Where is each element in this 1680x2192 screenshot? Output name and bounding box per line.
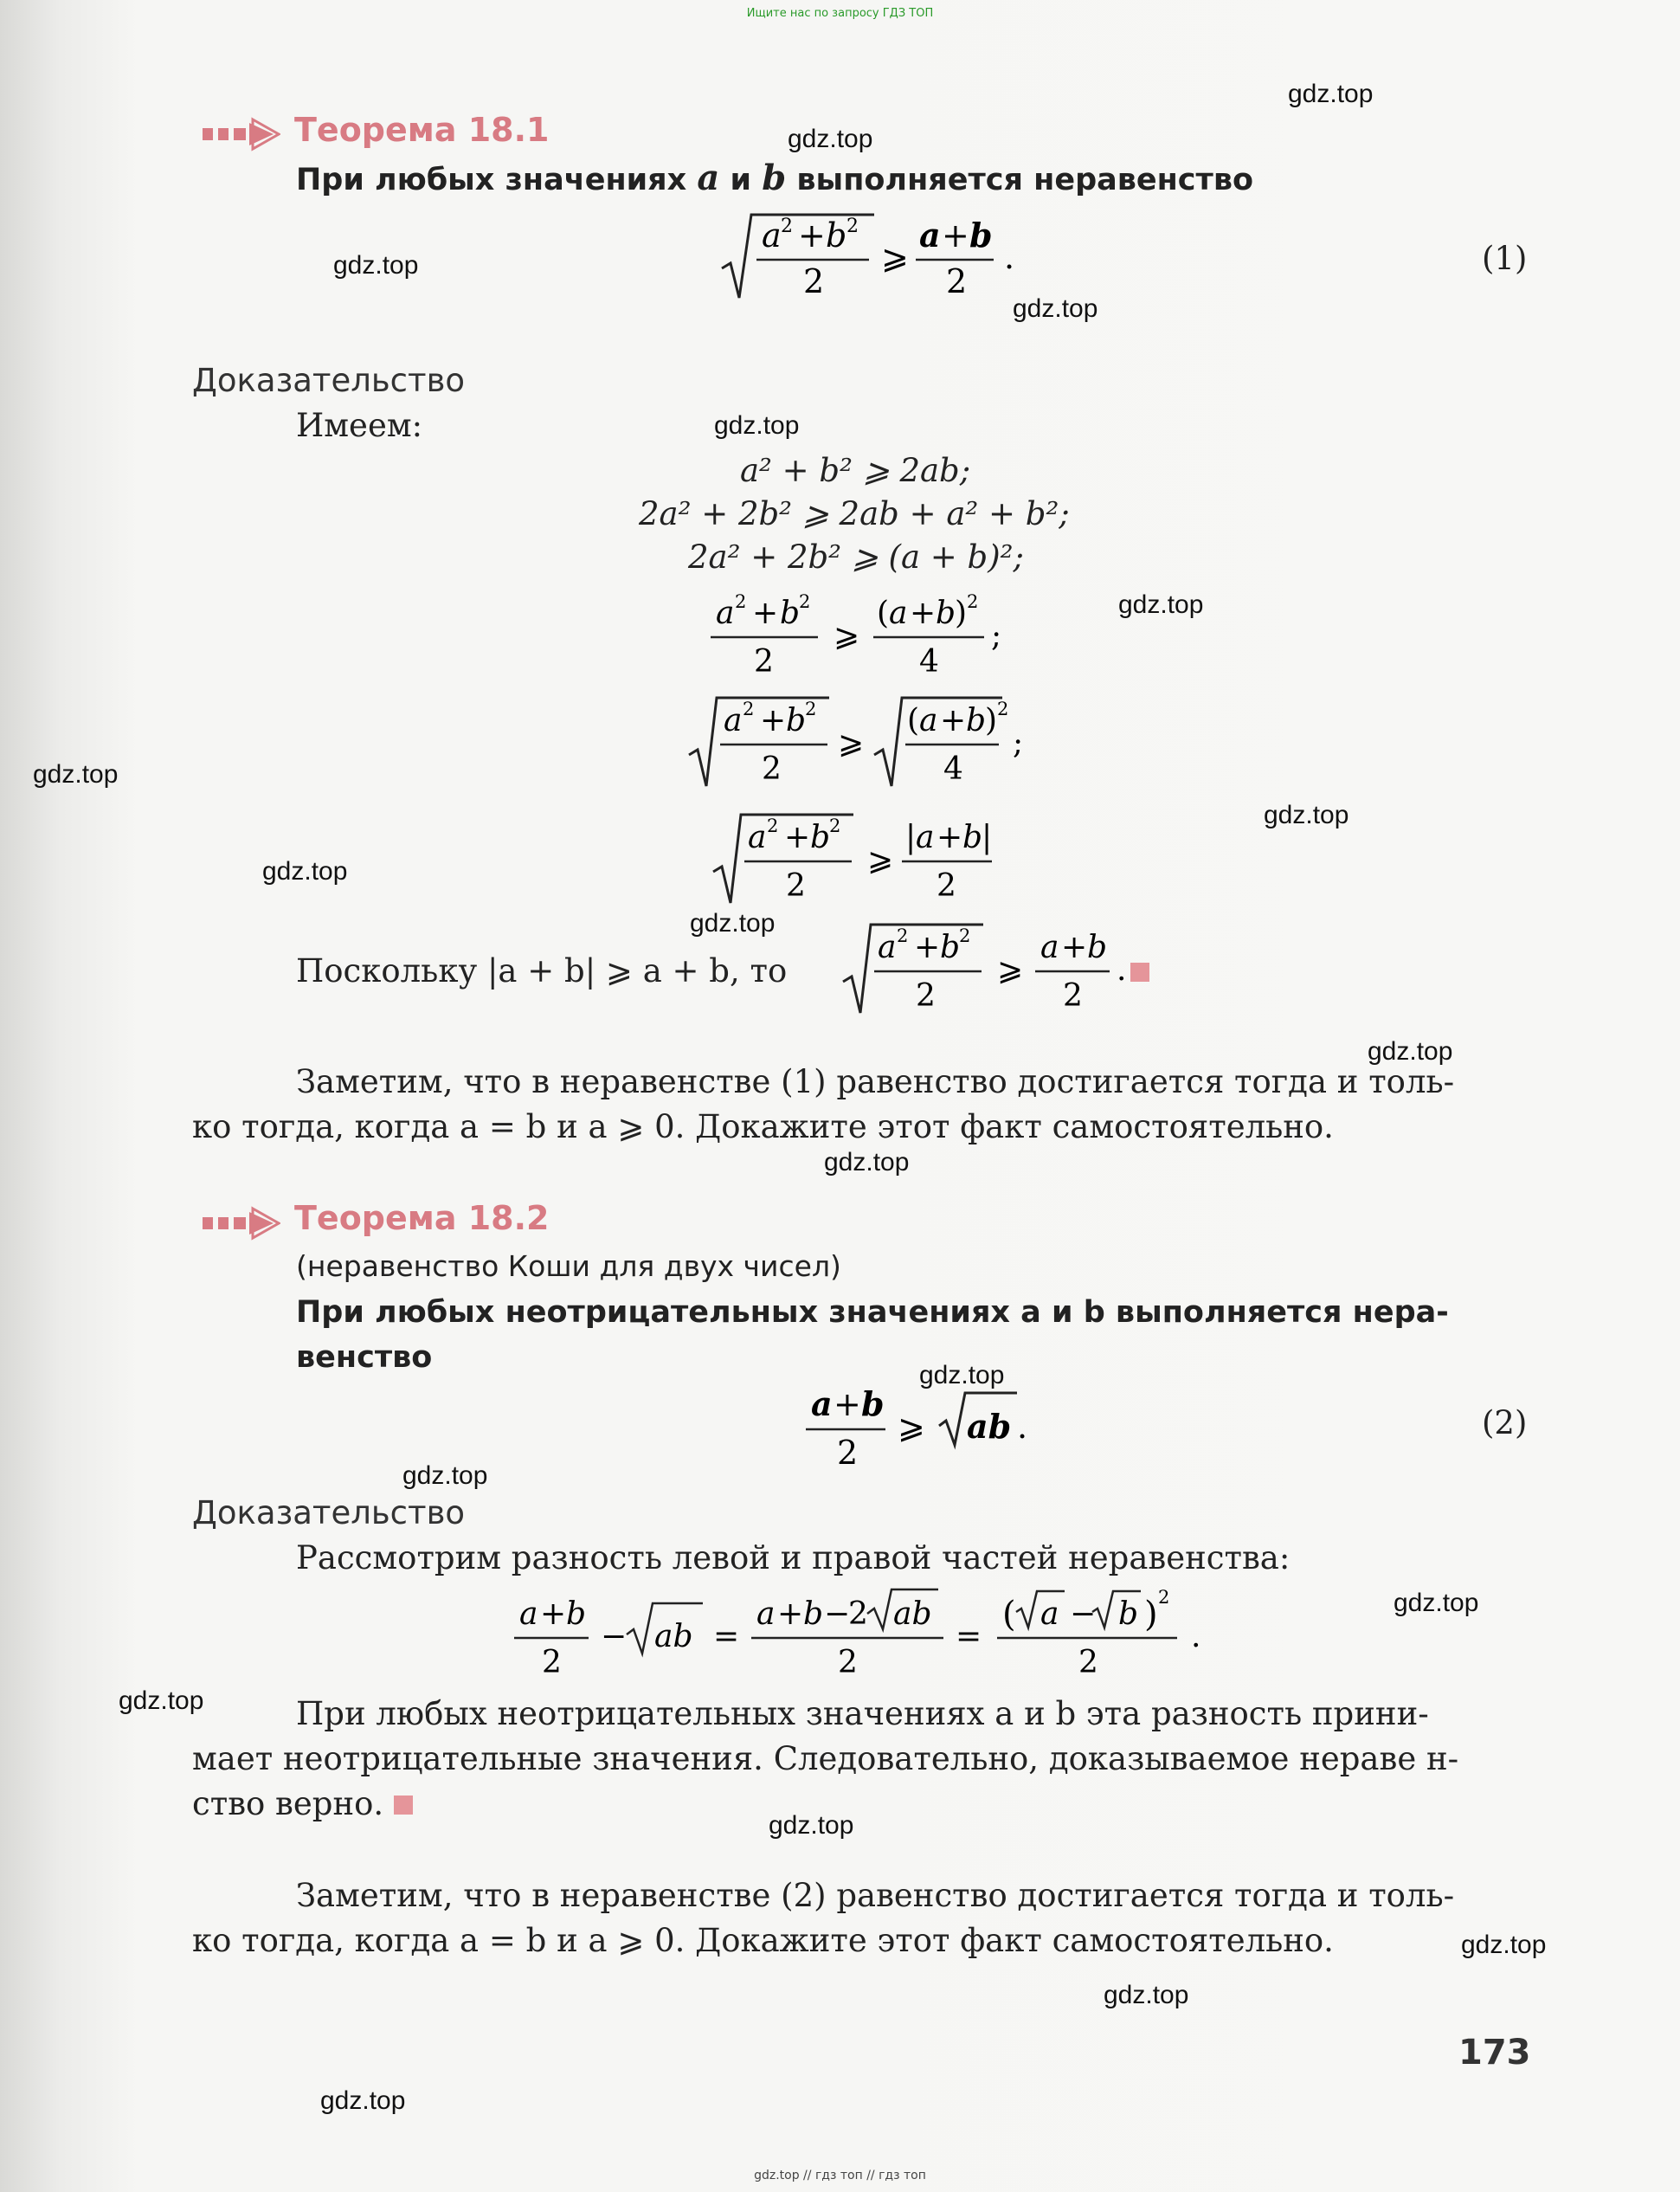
svg-text:b: b	[936, 596, 956, 631]
theorem-title: Теорема 18.1	[294, 111, 550, 149]
svg-text:b: b	[803, 1596, 824, 1632]
svg-text:a: a	[748, 820, 767, 855]
note-text: Заметим, что в неравенстве (1) равенство достигается тогда и толь-	[296, 1063, 1455, 1100]
proof-intro: Имеем:	[296, 407, 423, 444]
svg-text:−: −	[824, 1596, 851, 1632]
formula-theorem2	[801, 1381, 1034, 1476]
proof-body: мает неотрицательные значения. Следовательно, доказываемое нераве н-	[192, 1740, 1459, 1777]
svg-text:=: =	[713, 1619, 740, 1654]
note-text: ко тогда, когда a = b и a ⩾ 0. Докажите этот факт самостоятельно.	[192, 1922, 1334, 1959]
svg-text:): )	[955, 596, 968, 631]
svg-text:2: 2	[848, 1596, 868, 1632]
watermark: gdz.top	[119, 1686, 204, 1715]
svg-text:+: +	[940, 703, 967, 738]
svg-text:+: +	[760, 703, 787, 738]
svg-text:b: b	[1118, 1596, 1139, 1632]
svg-text:.: .	[1117, 952, 1127, 988]
theorem-arrow-icon	[201, 1205, 280, 1241]
svg-text:2: 2	[838, 1645, 858, 1680]
proof-heading: Доказательство	[192, 1494, 466, 1531]
svg-text:2: 2	[997, 699, 1009, 719]
svg-text:2: 2	[1078, 1645, 1098, 1680]
equation-number: (1)	[1482, 240, 1528, 277]
svg-text:ab: ab	[893, 1596, 932, 1632]
svg-text:2: 2	[967, 591, 979, 612]
formula-theorem1	[718, 208, 1030, 303]
formula-final-step	[840, 919, 1160, 1023]
note-text: ко тогда, когда a = b и a ⩾ 0. Докажите этот факт самостоятельно.	[192, 1108, 1334, 1145]
svg-text:2: 2	[735, 591, 747, 612]
watermark: gdz.top	[690, 909, 776, 938]
svg-text:2: 2	[767, 816, 779, 836]
svg-text:⩾: ⩾	[834, 618, 860, 654]
svg-text:a: a	[1040, 930, 1059, 965]
svg-text:2: 2	[542, 1645, 562, 1680]
theorem-title: Теорема 18.2	[294, 1199, 550, 1237]
svg-text:b: b	[810, 820, 831, 855]
svg-text:b: b	[962, 820, 983, 855]
proof-since: Поскольку |a + b| ⩾ a + b, то	[296, 952, 788, 990]
svg-text:b: b	[566, 1596, 587, 1632]
svg-text:+: +	[910, 596, 937, 631]
svg-text:b: b	[780, 596, 801, 631]
watermark: gdz.top	[919, 1361, 1005, 1389]
svg-text:a: a	[916, 820, 935, 855]
theorem-statement: При любых неотрицательных значениях a и b выполняется нера-	[296, 1295, 1449, 1330]
watermark: gdz.top	[1013, 294, 1098, 323]
svg-text:2: 2	[837, 1434, 859, 1472]
svg-text:2: 2	[754, 644, 774, 680]
svg-text:): )	[985, 703, 998, 738]
svg-text:⩾: ⩾	[898, 1408, 925, 1446]
svg-text:|: |	[982, 820, 993, 855]
svg-text:⩾: ⩾	[881, 238, 909, 276]
svg-text:): )	[1144, 1595, 1158, 1634]
svg-text:.: .	[1191, 1619, 1201, 1654]
svg-text:(: (	[907, 703, 920, 738]
watermark: gdz.top	[402, 1461, 488, 1490]
svg-text:ab: ab	[967, 1407, 1012, 1446]
watermark: gdz.top	[333, 251, 419, 280]
svg-text:2: 2	[897, 925, 909, 946]
proof-line: 2a² + 2b² ⩾ 2ab + a² + b²;	[639, 495, 1070, 532]
watermark: gdz.top	[769, 1811, 854, 1840]
bottom-note: gdz.top // гдз топ // гдз топ	[754, 2169, 926, 2182]
proof-line: a² + b² ⩾ 2ab;	[740, 452, 971, 489]
proof-body: ство верно.	[192, 1785, 413, 1822]
svg-text:a: a	[724, 703, 743, 738]
theorem-statement: При любых значениях a и b выполняется неравенство	[296, 158, 1254, 198]
svg-text:2: 2	[1158, 1587, 1170, 1608]
svg-text:|: |	[905, 820, 917, 855]
svg-text:+: +	[784, 820, 811, 855]
svg-text:+: +	[834, 1385, 861, 1423]
svg-text:a: a	[878, 930, 897, 965]
svg-text:⩾: ⩾	[867, 842, 894, 878]
proof-body: При любых неотрицательных значениях a и b эта разность прини-	[296, 1695, 1429, 1732]
svg-text:2: 2	[799, 591, 811, 612]
proof-intro: Рассмотрим разность левой и правой частей неравенства:	[296, 1539, 1291, 1576]
watermark: gdz.top	[33, 760, 119, 789]
svg-text:2: 2	[743, 699, 755, 719]
proof-line: 2a² + 2b² ⩾ (a + b)²;	[688, 538, 1024, 576]
svg-text:2: 2	[803, 262, 825, 300]
svg-text:ab: ab	[654, 1619, 693, 1654]
end-of-proof-icon	[394, 1796, 413, 1815]
svg-text:.: .	[1017, 1408, 1028, 1446]
svg-text:b: b	[786, 703, 807, 738]
svg-text:⩾: ⩾	[838, 725, 865, 761]
watermark: gdz.top	[1394, 1589, 1479, 1617]
note-text: Заметим, что в неравенстве (2) равенство достигается тогда и толь-	[296, 1877, 1455, 1914]
svg-text:b: b	[940, 930, 961, 965]
watermark: gdz.top	[1461, 1931, 1547, 1959]
svg-text:(: (	[877, 596, 890, 631]
formula-difference	[511, 1586, 1220, 1690]
svg-text:b: b	[1087, 930, 1108, 965]
watermark: gdz.top	[262, 857, 348, 886]
theorem-statement: венство	[296, 1340, 433, 1375]
proof-heading: Доказательство	[192, 362, 466, 399]
svg-text:+: +	[540, 1596, 567, 1632]
svg-text:a: a	[762, 216, 782, 255]
svg-text:4: 4	[919, 644, 939, 680]
svg-text:;: ;	[1013, 725, 1024, 761]
svg-text:b: b	[861, 1384, 885, 1423]
svg-text:−: −	[601, 1619, 628, 1654]
svg-text:a: a	[919, 216, 941, 255]
watermark: gdz.top	[1104, 1981, 1189, 2009]
svg-text:2: 2	[1063, 978, 1083, 1014]
svg-text:.: .	[1004, 238, 1015, 276]
svg-text:a: a	[811, 1384, 833, 1423]
svg-text:2: 2	[805, 699, 817, 719]
svg-text:b: b	[969, 216, 993, 255]
theorem-arrow-icon	[201, 116, 280, 152]
svg-text:4: 4	[943, 751, 963, 787]
svg-text:+: +	[937, 820, 963, 855]
page-number: 173	[1458, 2033, 1531, 2073]
svg-text:⩾: ⩾	[997, 952, 1024, 988]
svg-text:a: a	[756, 1596, 776, 1632]
theorem-subtitle: (неравенство Коши для двух чисел)	[296, 1249, 841, 1283]
svg-text:+: +	[752, 596, 779, 631]
svg-text:2: 2	[781, 216, 793, 237]
svg-text:2: 2	[937, 868, 956, 904]
svg-text:a: a	[716, 596, 735, 631]
watermark: gdz.top	[714, 411, 800, 440]
watermark: gdz.top	[320, 2086, 406, 2115]
formula-abs-step	[710, 809, 1021, 913]
equation-number: (2)	[1482, 1404, 1528, 1441]
svg-text:a: a	[919, 703, 938, 738]
svg-text:(: (	[1002, 1595, 1016, 1634]
svg-text:2: 2	[959, 925, 971, 946]
svg-text:2: 2	[786, 868, 806, 904]
watermark: gdz.top	[1288, 80, 1374, 108]
formula-sqrt-step	[686, 693, 1049, 796]
svg-text:b: b	[966, 703, 987, 738]
watermark: gdz.top	[824, 1148, 910, 1177]
svg-text:+: +	[798, 216, 826, 255]
watermark: gdz.top	[1264, 801, 1349, 829]
svg-text:+: +	[1061, 930, 1088, 965]
formula-fraction-step	[705, 589, 1034, 684]
svg-text:=: =	[956, 1619, 982, 1654]
watermark: gdz.top	[788, 125, 873, 153]
svg-text:2: 2	[829, 816, 841, 836]
watermark: gdz.top	[1368, 1037, 1453, 1066]
svg-text:+: +	[777, 1596, 804, 1632]
top-note: Ищите нас по запросу ГДЗ ТОП	[746, 7, 934, 20]
svg-text:+: +	[914, 930, 941, 965]
svg-text:−: −	[1070, 1596, 1097, 1632]
svg-text:a: a	[519, 1596, 538, 1632]
svg-text:a: a	[889, 596, 908, 631]
svg-text:2: 2	[762, 751, 782, 787]
watermark: gdz.top	[1118, 590, 1204, 619]
svg-text:2: 2	[916, 978, 936, 1014]
svg-text:2: 2	[846, 216, 859, 237]
svg-text:+: +	[942, 216, 969, 255]
svg-text:b: b	[826, 216, 847, 255]
svg-text:2: 2	[946, 262, 968, 300]
svg-text:a: a	[1040, 1596, 1059, 1632]
svg-text:;: ;	[991, 618, 1002, 654]
